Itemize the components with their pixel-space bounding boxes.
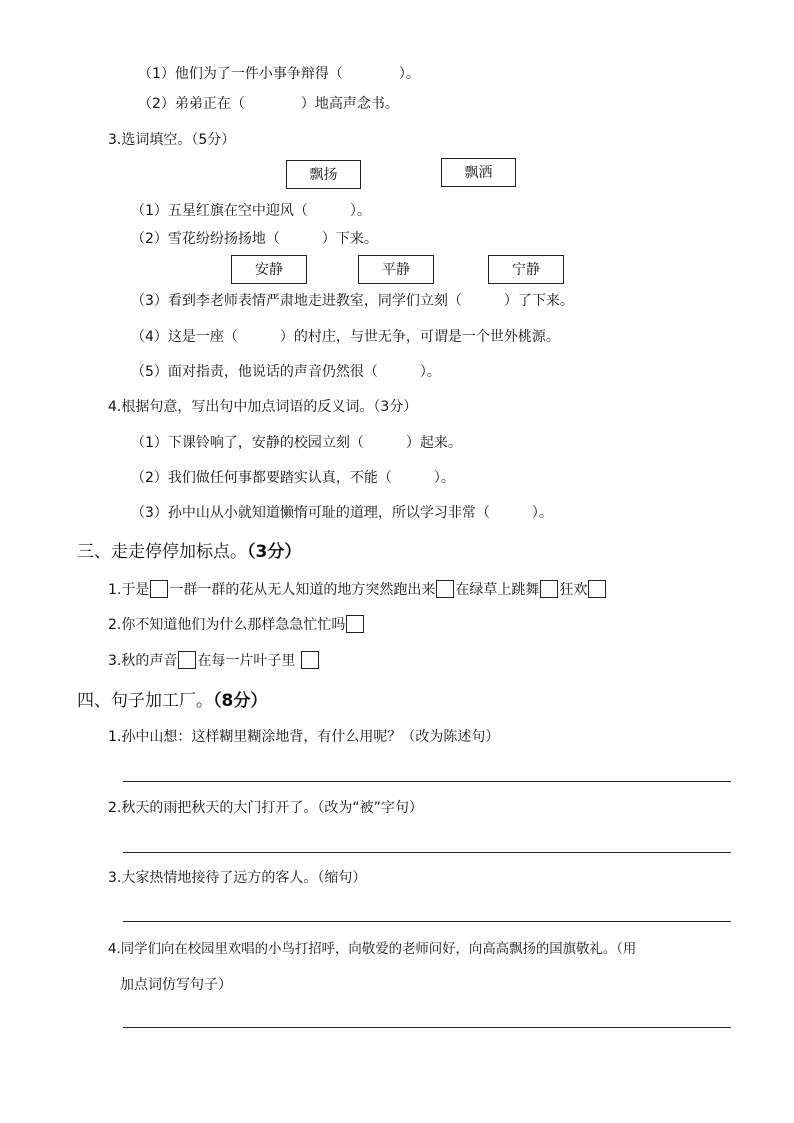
punct-box[interactable] — [301, 651, 319, 669]
p4-item-4: 4.同学们向在校园里欢唱的小鸟打招呼，向敬爱的老师问好，向高高飘扬的国旗敬礼。（用 — [108, 942, 637, 957]
p4-item-3: 3.大家热情地接待了远方的客人。（缩句） — [108, 870, 367, 886]
p3-q3 — [108, 651, 320, 671]
q2-item-2: （2）弟弟正在（ ）地高声念书。 — [138, 96, 399, 112]
punct-box[interactable] — [540, 580, 558, 598]
section-3-heading — [77, 540, 301, 564]
p3-q1 — [108, 580, 607, 600]
q2-item-1: （1）他们为了一件小事争辩得（ ）。 — [138, 66, 420, 82]
section-4-title: 四、句子加工厂。 — [77, 691, 213, 711]
word-box-ningjing: 宁静 — [488, 255, 564, 284]
word-box-anjing: 安静 — [231, 255, 307, 284]
word-box-piaosa: 飘洒 — [441, 158, 516, 187]
q3-item-4: （4）这是一座（ ）的村庄，与世无争，可谓是一个世外桃源。 — [131, 329, 560, 345]
p3-q2 — [108, 615, 365, 635]
p4-item-2: 2.秋天的雨把秋天的大门打开了。（改为“被”字句） — [108, 800, 423, 816]
word-box-pingjing: 平静 — [358, 255, 434, 284]
q3-item-2: （2）雪花纷纷扬扬地（ ）下来。 — [131, 231, 378, 247]
punct-box[interactable] — [150, 580, 168, 598]
answer-line[interactable] — [123, 781, 731, 782]
p3-q1-seg-3: 在绿草上跳舞 — [455, 582, 540, 598]
q3-item-5: （5）面对指责，他说话的声音仍然很（ ）。 — [131, 364, 441, 380]
punct-box[interactable] — [346, 615, 364, 633]
p4-item-4-cont: 加点词仿写句子） — [120, 977, 232, 993]
answer-line[interactable] — [123, 1027, 731, 1028]
p3-q3-seg-2: 在每一片叶子里 — [197, 653, 296, 669]
section-3-title: 三、走走停停加标点。 — [77, 542, 247, 562]
section-4-points: （8分） — [213, 691, 268, 711]
section-4-heading — [77, 689, 267, 713]
q4-item-3: （3）孙中山从小就知道懒惰可耻的道理，所以学习非常（ ）。 — [131, 505, 553, 521]
p3-q1-seg-4: 狂欢 — [559, 582, 588, 598]
punct-box[interactable] — [436, 580, 454, 598]
p3-q3-seg-1: 3.秋的声音 — [108, 653, 178, 669]
answer-line[interactable] — [123, 921, 731, 922]
p4-item-1: 1.孙中山想：这样糊里糊涂地背，有什么用呢？（改为陈述句） — [108, 729, 500, 745]
q4-item-2: （2）我们做任何事都要踏实认真，不能（ ）。 — [131, 470, 455, 486]
q3-item-1: （1）五星红旗在空中迎风（ ）。 — [131, 203, 371, 219]
word-box-piaoyang: 飘扬 — [286, 160, 361, 189]
p3-q1-seg-2: 一群一群的花从无人知道的地方突然跑出来 — [169, 582, 436, 598]
q3-title: 3.选词填空。（5分） — [108, 132, 236, 148]
p3-q1-seg-1: 1.于是 — [108, 582, 150, 598]
q3-item-3: （3）看到李老师表情严肃地走进教室，同学们立刻（ ）了下来。 — [131, 293, 574, 309]
section-3-points: （3分） — [247, 542, 302, 562]
q4-item-1: （1）下课铃响了，安静的校园立刻（ ）起来。 — [131, 435, 462, 451]
punct-box[interactable] — [588, 580, 606, 598]
punct-box[interactable] — [178, 651, 196, 669]
answer-line[interactable] — [123, 852, 731, 853]
q4-title: 4.根据句意，写出句中加点词语的反义词。（3分） — [108, 399, 418, 415]
p3-q2-seg-1: 2.你不知道他们为什么那样急急忙忙吗 — [108, 617, 346, 633]
